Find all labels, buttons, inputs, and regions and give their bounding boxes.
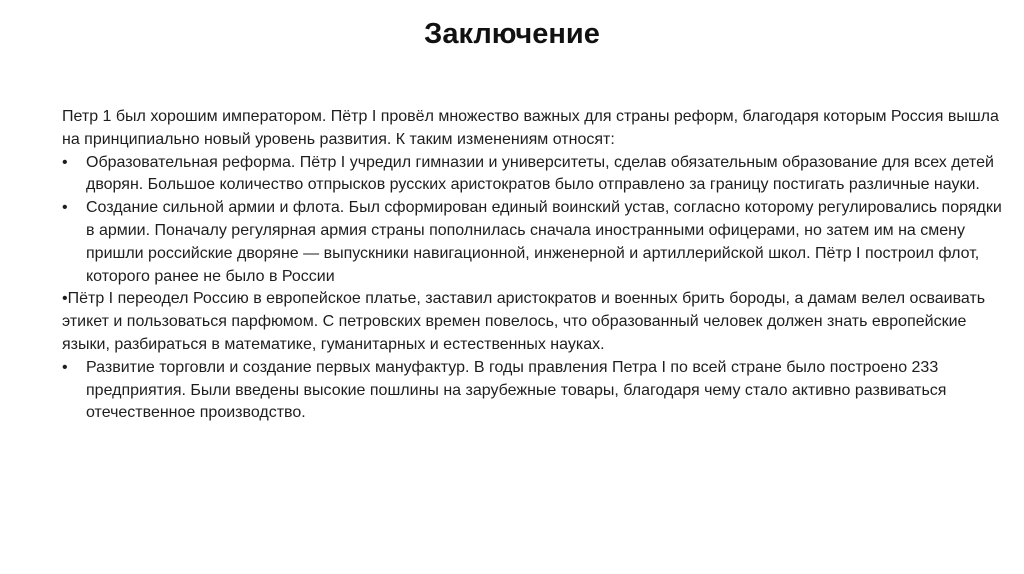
slide-body bbox=[62, 106, 1002, 425]
bullet-marker: • bbox=[62, 153, 68, 171]
bullet-text: Создание сильной армии и флота. Был сформирован единый воинский устав, согласно которому регулировались порядки в армии. Поначалу регулярная армия страны пополнилась сначала иностранными офицерами, но затем им на смену пришли российские дворяне — выпускники навигационной, инженерной и артиллерийской школ. Пётр I построил флот, которого ранее не было в России bbox=[86, 199, 1002, 285]
inline-bullet-paragraph: •Пётр I переодел Россию в европейское платье, заставил аристократов и военных брить бороды, а дамам велел осваивать этикет и пользоваться парфюмом. С петровских времен повелось, что образованный человек должен знать европейские языки, разбираться в математике, гуманитарных и естественных науках. bbox=[62, 290, 986, 353]
intro-paragraph: Петр 1 был хорошим императором. Пётр I провёл множество важных для страны реформ, благодаря которым Россия вышла на принципиально новый уровень развития. К таким изменениям относят: bbox=[62, 108, 999, 148]
bullet-item-trade bbox=[62, 357, 1002, 425]
bullet-text: Образовательная реформа. Пётр I учредил гимназии и университеты, сделав обязательным образование для всех детей дворян. Большое количество отпрысков русских аристократов было отправлено за границу постигать различные науки. bbox=[86, 153, 994, 194]
bullet-text: Развитие торговли и создание первых мануфактур. В годы правления Петра I по всей стране было построено 233 предприятия. Были введены высокие пошлины на зарубежные товары, благодаря чему стало активно развиваться отечественное производство. bbox=[86, 358, 947, 422]
bullet-item-education bbox=[62, 152, 1002, 198]
slide-title: Заключение bbox=[424, 18, 600, 50]
bullet-item-army bbox=[62, 197, 1002, 288]
bullet-marker: • bbox=[62, 358, 68, 376]
bullet-marker: • bbox=[62, 199, 68, 217]
